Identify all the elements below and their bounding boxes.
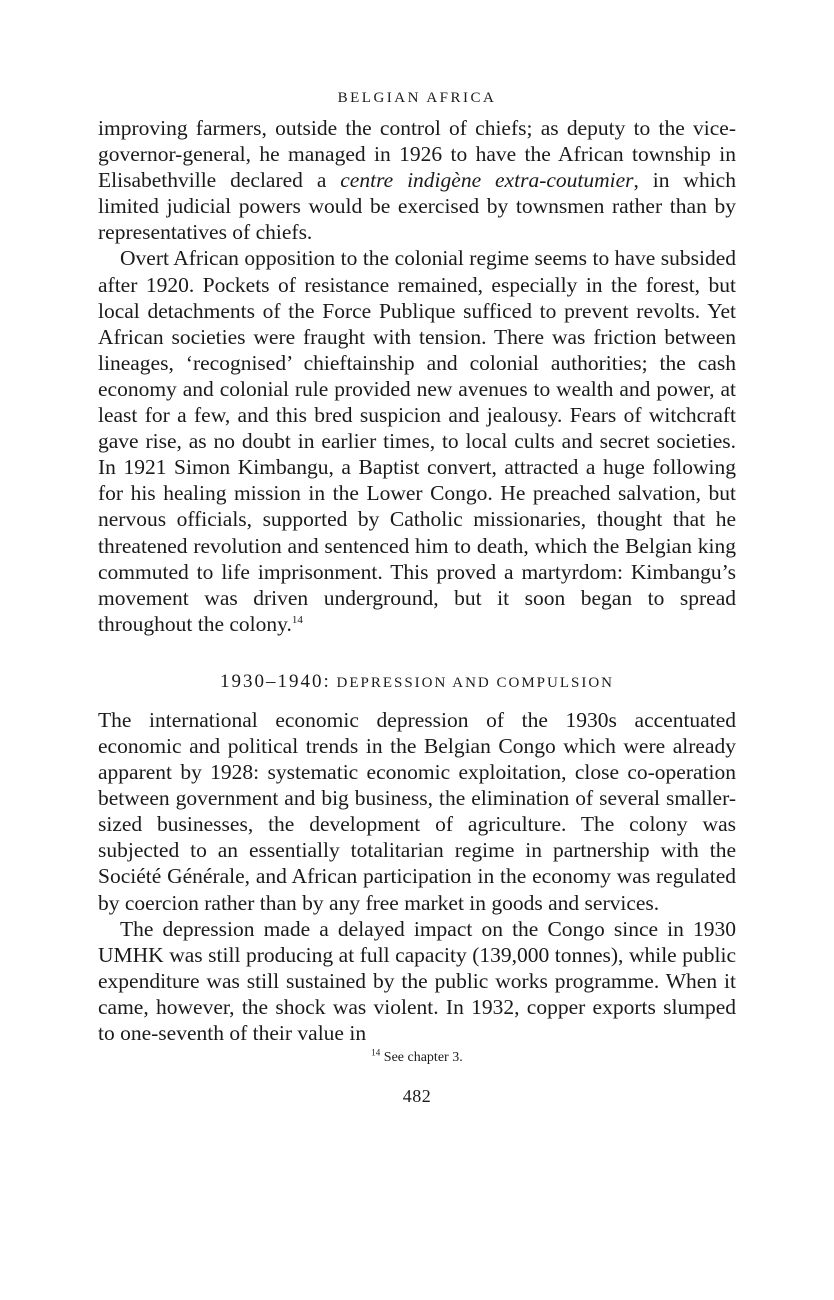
running-head: BELGIAN AFRICA	[337, 90, 497, 106]
paragraph-1	[98, 115, 736, 245]
page-number: 482	[402, 1086, 432, 1107]
paragraph-2	[98, 245, 736, 636]
footnote	[98, 1047, 736, 1066]
paragraph-1-end: , in which limited judicial powers would be exercised by townsmen rather than by representatives of chiefs.	[98, 168, 736, 245]
paragraph-1-text: improving farmers, outside the control of chiefs; as deputy to the vice-governor-general, he managed in 1926 to have the African township in Elisabethville declared a	[98, 116, 736, 193]
paragraph-1-italic: centre indigène extra-coutumier	[340, 168, 634, 193]
section-title: DEPRESSION AND COMPULSION	[336, 674, 615, 691]
paragraph-2-text: Overt African opposition to the colonial regime seems to have subsided after 1920. Pockets of resistance remained, especially in the forest, but local detachments of the Force Publique sufficed to prevent revolts. Yet African societies were fraught with tension. There was friction between lineages, ‘recognised’ chieftainship and colonial authorities; the cash economy and colonial rule provided new avenues to wealth and power, at least for a few, and this bred suspicion and jealousy. Fears of witchcraft gave rise, as no doubt in earlier times, to local cults and secret societies. In 1921 Simon Kimbangu, a Baptist convert, attracted a huge following for his healing mission in the Lower Congo. He preached salvation, but nervous officials, supported by Catholic missionaries, thought that he threatened revolution and sentenced him to death, which the Belgian king commuted to life imprisonment. This proved a martyrdom: Kimbangu’s movement was driven underground, but it soon began to spread throughout the colony.	[98, 246, 736, 636]
paragraph-3: The international economic depression of the 1930s accentuated economic and political trends in the Belgian Congo which were already apparent by 1928: systematic economic exploitation, close co-operation between government and big business, the elimination of several smaller-sized businesses, the development of agriculture. The colony was subjected to an essentially totalitarian regime in partnership with the Société Générale, and African participation in the economy was regulated by coercion rather than by any free market in goods and services.	[98, 707, 736, 915]
section-heading	[98, 671, 736, 693]
footnote-reference: 14	[291, 613, 303, 626]
book-page	[98, 90, 736, 1107]
paragraph-4: The depression made a delayed impact on the Congo since in 1930 UMHK was still producing at full capacity (139,000 tonnes), while public expenditure was still sustained by the public works programme. When it came, however, the shock was violent. In 1932, copper exports slumped to one-seventh of their value in	[98, 916, 736, 1045]
footnote-number: 14	[371, 1047, 381, 1058]
section-years: 1930–1940:	[219, 670, 331, 692]
footnote-text: See chapter 3.	[383, 1050, 463, 1066]
